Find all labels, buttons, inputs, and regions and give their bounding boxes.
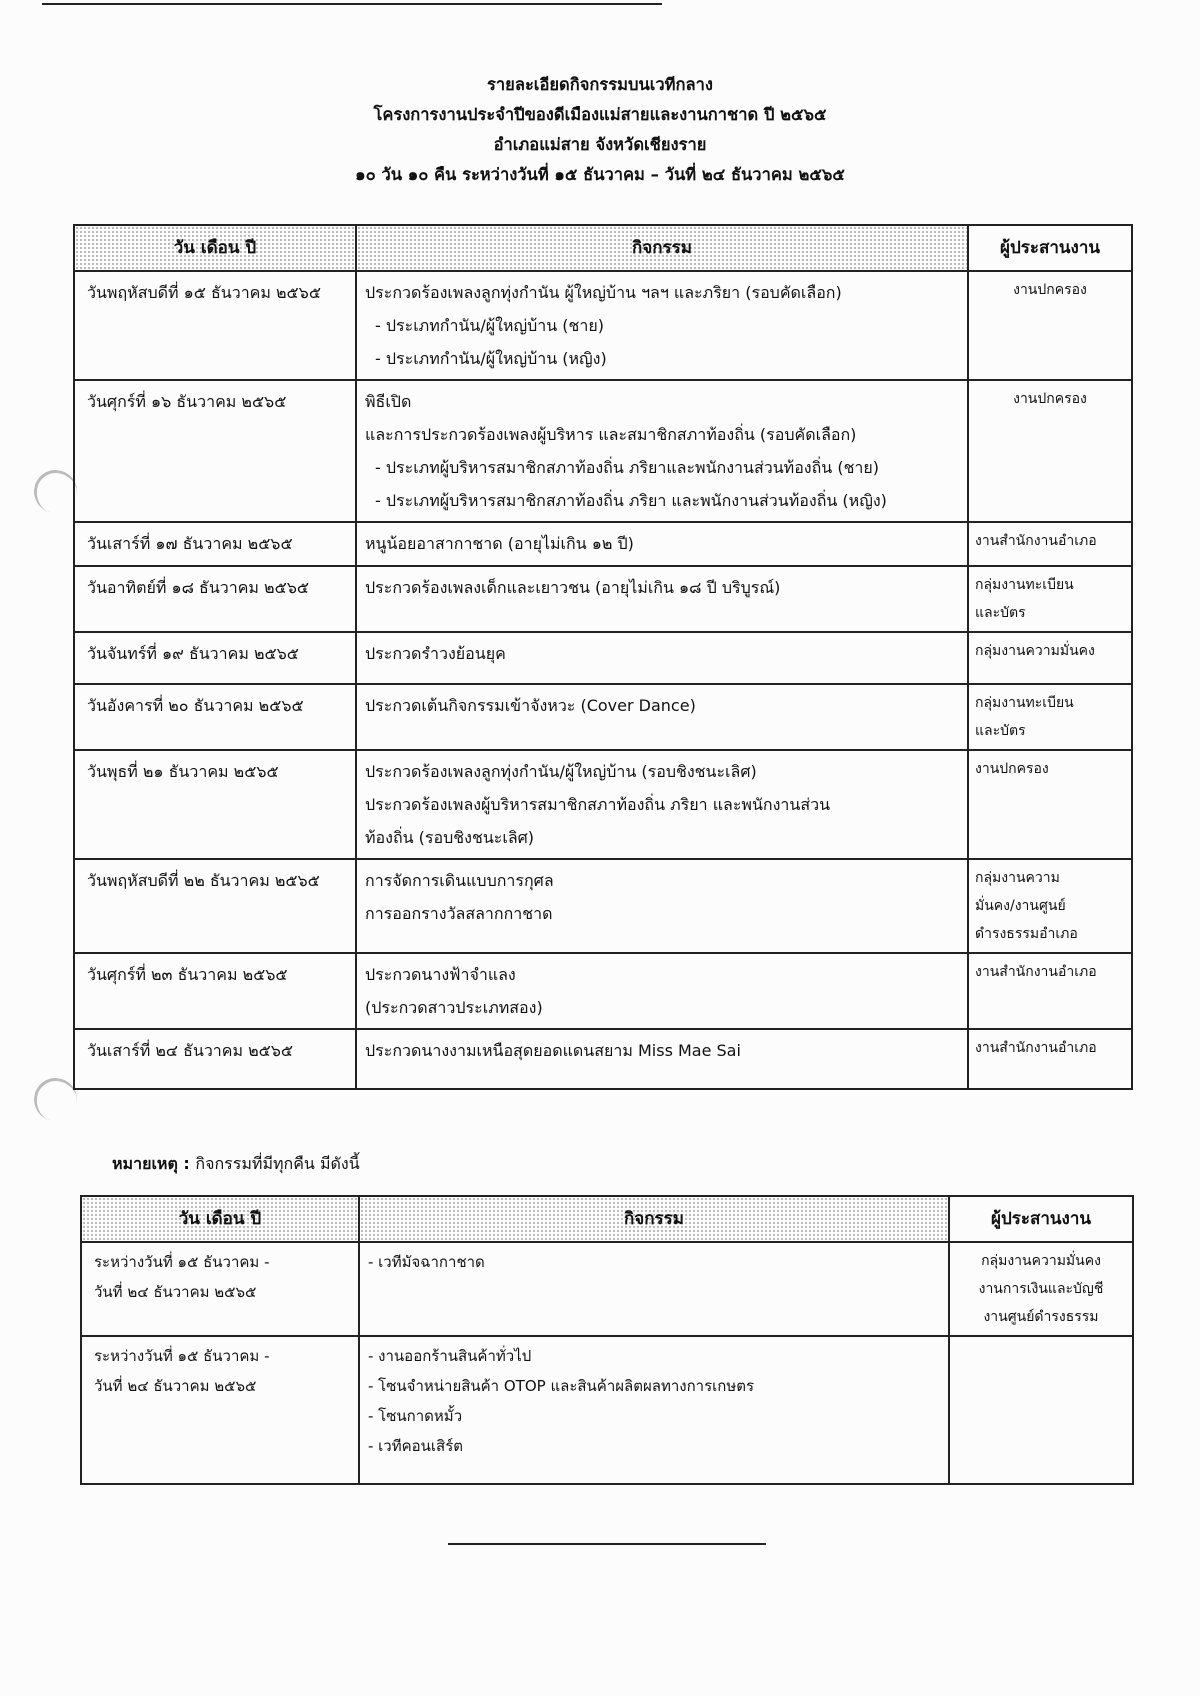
cell-line: - ประเภทผู้บริหารสมาชิกสภาท้องถิ่น ภริยา และพนักงานส่วนท้องถิ่น (หญิง) xyxy=(375,491,887,510)
cell-line: กลุ่มงานทะเบียน xyxy=(975,577,1074,593)
cell-line: งานสำนักงานอำเภอ xyxy=(975,964,1097,980)
nightly-activities-table xyxy=(80,1195,1134,1485)
table-row xyxy=(74,271,1132,380)
cell-line: ประกวดนางฟ้าจำแลง xyxy=(365,965,516,984)
cell-line: ดำรงธรรมอำเภอ xyxy=(975,926,1078,942)
table-row xyxy=(74,859,1132,953)
top-rule xyxy=(42,3,662,5)
cell-line: ประกวดร้องเพลงลูกทุ่งกำนัน/ผู้ใหญ่บ้าน (รอบชิงชนะเลิศ) xyxy=(365,762,757,781)
header-activity: กิจกรรม xyxy=(356,225,968,271)
cell-line: งานศูนย์ดำรงธรรม xyxy=(983,1309,1099,1325)
date-cell xyxy=(81,1336,359,1484)
activity-cell xyxy=(359,1336,949,1484)
header-date: วัน เดือน ปี xyxy=(81,1196,359,1242)
cell-line: งานการเงินและบัญชี xyxy=(978,1281,1104,1297)
date-cell: วันจันทร์ที่ ๑๙ ธันวาคม ๒๕๖๕ xyxy=(74,632,356,684)
table-row xyxy=(74,684,1132,750)
cell-line: และการประกวดร้องเพลงผู้บริหาร และสมาชิกสภาท้องถิ่น (รอบคัดเลือก) xyxy=(365,425,857,444)
table-row xyxy=(74,522,1132,566)
date-cell: วันอังคารที่ ๒๐ ธันวาคม ๒๕๖๕ xyxy=(74,684,356,750)
table-row xyxy=(74,380,1132,522)
activity-cell xyxy=(359,1242,949,1336)
activity-cell xyxy=(356,953,968,1029)
table-row xyxy=(81,1242,1133,1336)
title-line-3: อำเภอแม่สาย จังหวัดเชียงราย xyxy=(493,135,707,154)
cell-line: พิธีเปิด xyxy=(365,392,412,411)
coordinator-cell xyxy=(968,380,1132,522)
cell-line: กลุ่มงานความ xyxy=(975,870,1060,886)
cell-line: การออกรางวัลสลากกาชาด xyxy=(365,904,553,923)
coordinator-cell xyxy=(968,632,1132,684)
schedule-table xyxy=(73,224,1133,1090)
header-activity: กิจกรรม xyxy=(359,1196,949,1242)
date-cell: วันพฤหัสบดีที่ ๒๒ ธันวาคม ๒๕๖๕ xyxy=(74,859,356,953)
note-text: กิจกรรมที่มีทุกคืน มีดังนี้ xyxy=(195,1154,360,1173)
table-row xyxy=(74,750,1132,859)
cell-line: กลุ่มงานทะเบียน xyxy=(975,695,1074,711)
note xyxy=(112,1152,360,1177)
header-date: วัน เดือน ปี xyxy=(74,225,356,271)
cell-line: กลุ่มงานความมั่นคง xyxy=(981,1253,1101,1269)
table-row xyxy=(74,953,1132,1029)
coordinator-cell xyxy=(968,1029,1132,1089)
cell-line: กลุ่มงานความมั่นคง xyxy=(975,643,1095,659)
cell-line: งานสำนักงานอำเภอ xyxy=(975,533,1097,549)
date-cell: วันศุกร์ที่ ๑๖ ธันวาคม ๒๕๖๕ xyxy=(74,380,356,522)
activity-cell xyxy=(356,632,968,684)
cell-line: วันที่ ๒๔ ธันวาคม ๒๕๖๕ xyxy=(94,1283,257,1301)
cell-line: ประกวดร้องเพลงลูกทุ่งกำนัน ผู้ใหญ่บ้าน ฯลฯ และภริยา (รอบคัดเลือก) xyxy=(365,283,842,302)
cell-line: ประกวดเต้นกิจกรรมเข้าจังหวะ (Cover Dance) xyxy=(365,696,696,715)
date-cell: วันอาทิตย์ที่ ๑๘ ธันวาคม ๒๕๖๕ xyxy=(74,566,356,632)
coordinator-cell xyxy=(949,1336,1133,1484)
table-row xyxy=(74,632,1132,684)
cell-line: และบัตร xyxy=(975,605,1026,621)
bottom-rule xyxy=(448,1543,766,1545)
cell-line: - เวทีคอนเสิร์ต xyxy=(368,1437,463,1455)
cell-line: ประกวดร้องเพลงผู้บริหารสมาชิกสภาท้องถิ่น ภริยา และพนักงานส่วน xyxy=(365,795,831,814)
document-header xyxy=(0,70,1200,190)
date-cell xyxy=(81,1242,359,1336)
header-coordinator: ผู้ประสานงาน xyxy=(949,1196,1133,1242)
coordinator-cell xyxy=(968,953,1132,1029)
date-cell: วันศุกร์ที่ ๒๓ ธันวาคม ๒๕๖๕ xyxy=(74,953,356,1029)
date-cell: วันเสาร์ที่ ๒๔ ธันวาคม ๒๕๖๕ xyxy=(74,1029,356,1089)
date-cell: วันพฤหัสบดีที่ ๑๕ ธันวาคม ๒๕๖๕ xyxy=(74,271,356,380)
cell-line: (ประกวดสาวประเภทสอง) xyxy=(365,998,543,1017)
cell-line: การจัดการเดินแบบการกุศล xyxy=(365,871,554,890)
cell-line: ระหว่างวันที่ ๑๕ ธันวาคม - xyxy=(94,1253,270,1271)
date-cell: วันเสาร์ที่ ๑๗ ธันวาคม ๒๕๖๕ xyxy=(74,522,356,566)
cell-line: - โซนกาดหมั้ว xyxy=(368,1407,463,1425)
cell-line: ประกวดรำวงย้อนยุค xyxy=(365,644,506,663)
cell-line: งานปกครอง xyxy=(1013,282,1087,298)
date-cell: วันพุธที่ ๒๑ ธันวาคม ๒๕๖๕ xyxy=(74,750,356,859)
activity-cell xyxy=(356,684,968,750)
table-row xyxy=(81,1336,1133,1484)
cell-line: - ประเภทผู้บริหารสมาชิกสภาท้องถิ่น ภริยาและพนักงานส่วนท้องถิ่น (ชาย) xyxy=(375,458,880,477)
activity-cell xyxy=(356,1029,968,1089)
cell-line: - โซนจำหน่ายสินค้า OTOP และสินค้าผลิตผลทางการเกษตร xyxy=(368,1377,755,1395)
header-coordinator: ผู้ประสานงาน xyxy=(968,225,1132,271)
cell-line: มั่นคง/งานศูนย์ xyxy=(975,898,1066,914)
coordinator-cell xyxy=(968,271,1132,380)
activity-cell xyxy=(356,859,968,953)
activity-cell xyxy=(356,566,968,632)
note-label: หมายเหตุ : xyxy=(112,1154,190,1173)
cell-line: หนูน้อยอาสากาชาด (อายุไม่เกิน ๑๒ ปี) xyxy=(365,534,634,553)
title-line-1: รายละเอียดกิจกรรมบนเวทีกลาง xyxy=(487,75,713,94)
coordinator-cell xyxy=(968,684,1132,750)
cell-line: - ประเภทกำนัน/ผู้ใหญ่บ้าน (ชาย) xyxy=(375,316,604,335)
title-line-4: ๑๐ วัน ๑๐ คืน ระหว่างวันที่ ๑๕ ธันวาคม – วันที่ ๒๔ ธันวาคม ๒๕๖๕ xyxy=(355,165,845,184)
cell-line: งานปกครอง xyxy=(975,761,1049,777)
activity-cell xyxy=(356,522,968,566)
coordinator-cell xyxy=(968,750,1132,859)
cell-line: - ประเภทกำนัน/ผู้ใหญ่บ้าน (หญิง) xyxy=(375,349,607,368)
table-row xyxy=(74,566,1132,632)
cell-line: วันที่ ๒๔ ธันวาคม ๒๕๖๕ xyxy=(94,1377,257,1395)
cell-line: งานสำนักงานอำเภอ xyxy=(975,1040,1097,1056)
coordinator-cell xyxy=(968,859,1132,953)
cell-line: ท้องถิ่น (รอบชิงชนะเลิศ) xyxy=(365,828,535,847)
activity-cell xyxy=(356,750,968,859)
cell-line: และบัตร xyxy=(975,723,1026,739)
cell-line: ประกวดนางงามเหนือสุดยอดแดนสยาม Miss Mae Sai xyxy=(365,1041,741,1060)
coordinator-cell xyxy=(968,566,1132,632)
cell-line: ประกวดร้องเพลงเด็กและเยาวชน (อายุไม่เกิน ๑๘ ปี บริบูรณ์) xyxy=(365,578,781,597)
activity-cell xyxy=(356,271,968,380)
title-line-2: โครงการงานประจำปีของดีเมืองแม่สายและงานกาชาด ปี ๒๕๖๕ xyxy=(373,105,827,124)
activity-cell xyxy=(356,380,968,522)
cell-line: ระหว่างวันที่ ๑๕ ธันวาคม - xyxy=(94,1347,270,1365)
coordinator-cell xyxy=(949,1242,1133,1336)
coordinator-cell xyxy=(968,522,1132,566)
cell-line: - งานออกร้านสินค้าทั่วไป xyxy=(368,1347,532,1365)
table-row xyxy=(74,1029,1132,1089)
cell-line: - เวทีมัจฉากาชาด xyxy=(368,1253,485,1271)
cell-line: งานปกครอง xyxy=(1013,391,1087,407)
